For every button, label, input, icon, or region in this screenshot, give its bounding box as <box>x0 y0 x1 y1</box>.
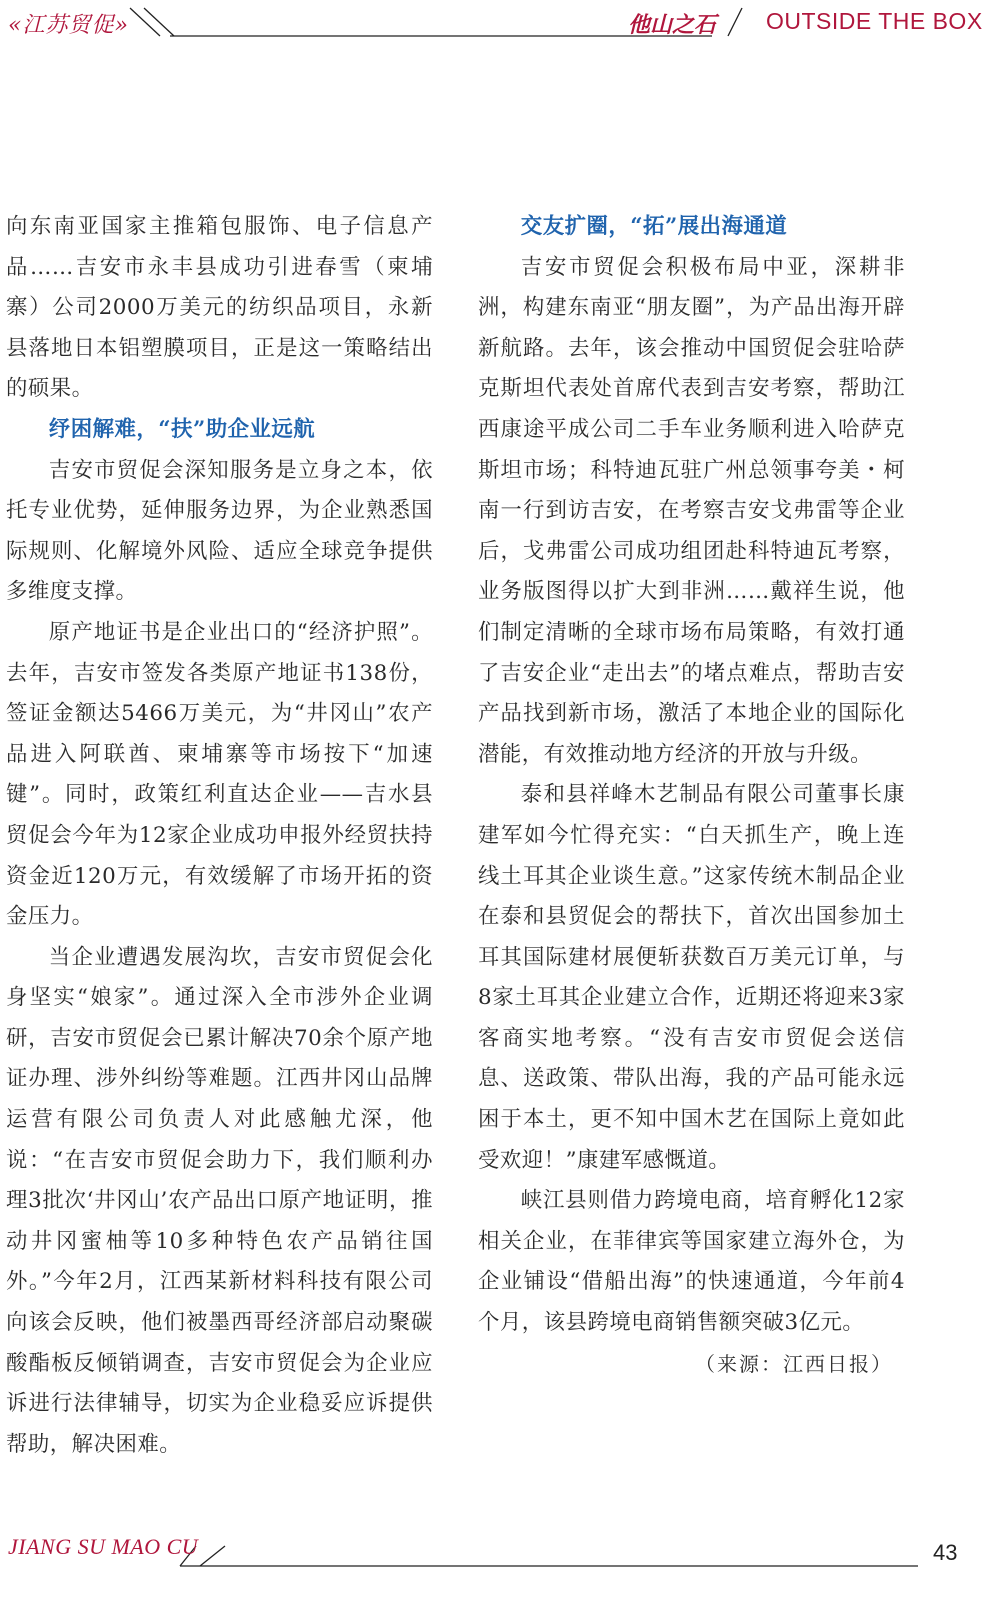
footer-magazine-name: JIANG SU MAO CU <box>8 1534 199 1559</box>
paragraph: 原产地证书是企业出口的“经济护照”。去年，吉安市签发各类原产地证书138份，签证金额达5466万美元，为“井冈山”农产品进入阿联酋、柬埔寨等市场按下“加速键”。同时，政策红利直达企业——吉水县贸促会今年为12家企业成功申报外经贸扶持资金近120万元，有效缓解了市场开拓的资金压力。 <box>6 619 433 930</box>
left-column <box>6 207 433 1465</box>
page-number: 43 <box>933 1540 958 1565</box>
footer-slash-2 <box>200 1546 225 1566</box>
header-slash-2 <box>144 8 174 36</box>
paragraph: 吉安市贸促会深知服务是立身之本，依托专业优势，延伸服务边界，为企业熟悉国际规则、化解境外风险、适应全球竞争提供多维度支撑。 <box>6 457 433 605</box>
header-slash-1 <box>130 8 160 36</box>
paragraph: 当企业遭遇发展沟坎，吉安市贸促会化身坚实“娘家”。通过深入全市涉外企业调研，吉安市贸促会已累计解决70余个原产地证办理、涉外纠纷等难题。江西井冈山品牌运营有限公司负责人对此感触尤深，他说：“在吉安市贸促会助力下，我们顺利办理3批次‘井冈山’农产品出口原产地证明，推动井冈蜜柚等10多种特色农产品销往国外。”今年2月，江西某新材料科技有限公司向该会反映，他们被墨西哥经济部启动聚碳酸酯板反倾销调查，吉安市贸促会为企业应诉进行法律辅导，切实为企业稳妥应诉提供帮助，解决困难。 <box>6 944 433 1457</box>
paragraph: 向东南亚国家主推箱包服饰、电子信息产品……吉安市永丰县成功引进春雪（柬埔寨）公司2000万美元的纺织品项目，永新县落地日本铝塑膜项目，正是这一策略结出的硕果。 <box>6 214 433 402</box>
magazine-name: «江苏贸促» <box>8 13 129 38</box>
paragraph: 吉安市贸促会积极布局中亚，深耕非洲，构建东南亚“朋友圈”，为产品出海开辟新航路。去年，该会推动中国贸促会驻哈萨克斯坦代表处首席代表到吉安考察，帮助江西康途平成公司二手车业务顺利进入哈萨克斯坦市场；科特迪瓦驻广州总领事夸美・柯南一行到访吉安，在考察吉安戈弗雷等企业后，戈弗雷公司成功组团赴科特迪瓦考察，业务版图得以扩大到非洲……戴祥生说，他们制定清晰的全球市场布局策略，有效打通了吉安企业“走出去”的堵点难点，帮助吉安产品找到新市场，激活了本地企业的国际化潜能，有效推动地方经济的开放与升级。 <box>478 254 905 767</box>
section-title-en: OUTSIDE THE BOX <box>766 8 983 34</box>
section-title-cn: 他山之石 <box>628 12 717 38</box>
subheading: 纾困解难，“扶”助企业远航 <box>48 416 316 442</box>
header-slash-3 <box>728 8 742 36</box>
right-column <box>478 207 905 1384</box>
paragraph: 泰和县祥峰木艺制品有限公司董事长康建军如今忙得充实：“白天抓生产，晚上连线土耳其企业谈生意。”这家传统木制品企业在泰和县贸促会的帮扶下，首次出国参加土耳其国际建材展便斩获数百万美元订单，与8家土耳其企业建立合作，近期还将迎来3家客商实地考察。“没有吉安市贸促会送信息、送政策、带队出海，我的产品可能永远困于本土，更不知中国木艺在国际上竟如此受欢迎！”康建军感慨道。 <box>478 782 905 1173</box>
subheading: 交友扩圈，“拓”展出海通道 <box>520 214 788 239</box>
source-credit: （来源：江西日报） <box>695 1351 893 1376</box>
paragraph: 峡江县则借力跨境电商，培育孵化12家相关企业，在菲律宾等国家建立海外仓，为企业铺设“借船出海”的快速通道，今年前4个月，该县跨境电商销售额突破3亿元。 <box>478 1188 905 1336</box>
